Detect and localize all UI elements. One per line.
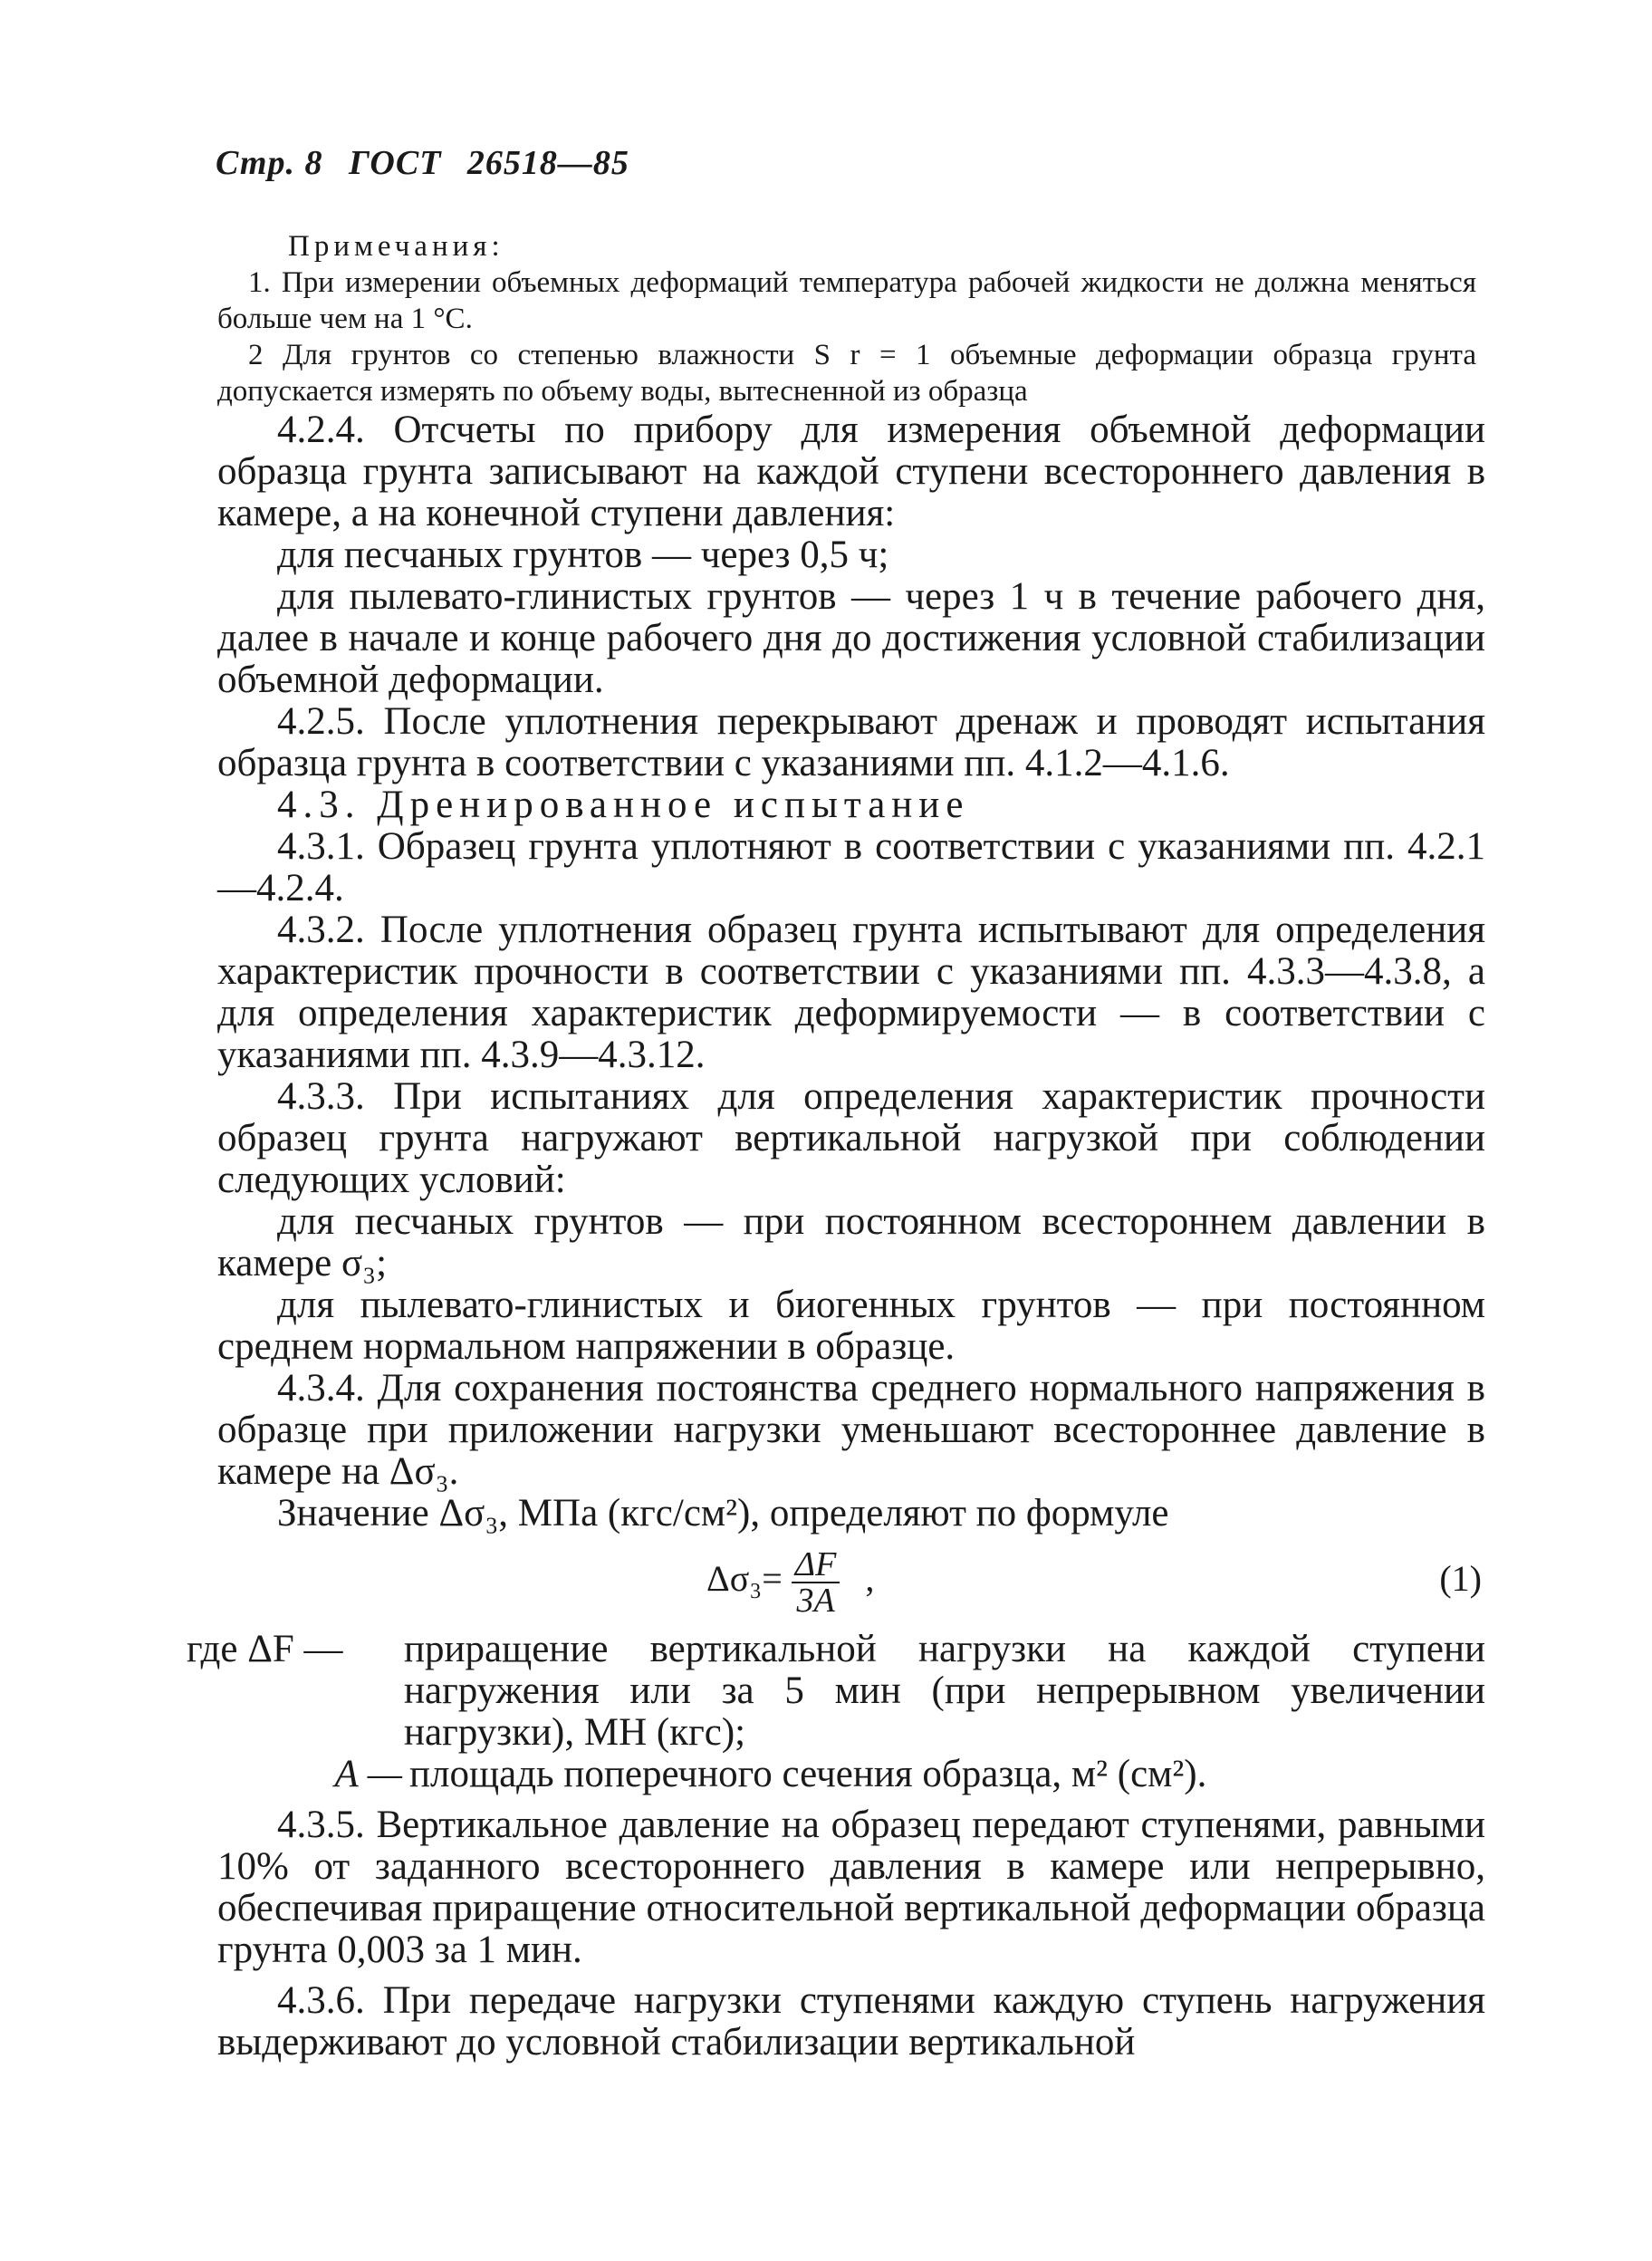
formula-definitions xyxy=(187,1628,1485,1795)
formula-numerator: ΔF xyxy=(792,1547,840,1583)
page-header xyxy=(216,143,646,183)
formula-lhs: Δσ₃= xyxy=(706,1558,783,1600)
note-item-1: 1. При измерении объемных деформаций температура рабочей жидкости не должна меняться больше чем на 1 °С. xyxy=(217,266,1476,335)
note-item-2: 2 Для грунтов со степенью влажности S r = 1 объемные деформации образца грунта допускается измерять по объему воды, вытесненной из образца xyxy=(217,339,1476,408)
paragraph-4-3-1: 4.3.1. Образец грунта уплотняют в соответствии с указаниями пп. 4.2.1—4.2.4. xyxy=(217,825,1485,909)
formula-comma: , xyxy=(865,1558,875,1600)
standard-number: 26518—85 xyxy=(466,144,629,182)
paragraph-4-3-4: 4.3.4. Для сохранения постоянства среднего нормального напряжения в образце при приложении нагрузки уменьшают всестороннее давление в камере на Δσ₃. xyxy=(217,1367,1485,1493)
formula-number: (1) xyxy=(1439,1558,1482,1599)
formula-denominator: 3A xyxy=(796,1582,835,1620)
formula-1 xyxy=(217,1542,1485,1629)
paragraph-4-3-3: 4.3.3. При испытаниях для определения характеристик прочности образец грунта нагружают вертикальной нагрузкой при соблюдении следующих условий: xyxy=(217,1075,1485,1201)
formula-fraction xyxy=(792,1547,840,1618)
paragraph-4-3-6: 4.3.6. При передаче нагрузки ступенями каждую ступень нагружения выдерживают до условной стабилизации вертикальной xyxy=(217,1979,1485,2064)
paragraph-4-3-3-b: для пылевато-глинистых и биогенных грунтов — при постоянном среднем нормальном напряжении в образце. xyxy=(217,1284,1485,1368)
page-number: Стр. 8 xyxy=(216,144,323,182)
paragraph-4-2-4: 4.2.4. Отсчеты по прибору для измерения объемной деформации образца грунта записывают на каждой ступени всестороннего давления в камере, а на конечной ступени давления: xyxy=(217,409,1485,534)
definition-2-text: площадь поперечного сечения образца, м² (см²). xyxy=(409,1753,1207,1795)
paragraph-4-3-3-a: для песчаных грунтов — при постоянном всестороннем давлении в камере σ₃; xyxy=(217,1200,1485,1284)
section-4-3-heading: 4.3. Дренированное испытание xyxy=(277,784,970,826)
definition-1-text: приращение вертикальной нагрузки на каждой ступени нагружения или за 5 мин (при непрерывном увеличении нагрузки), МН (кгс); xyxy=(404,1628,1485,1754)
paragraph-4-3-5: 4.3.5. Вертикальное давление на образец передают ступенями, равными 10% от заданного всестороннего давления в камере или непрерывно, обеспечивая приращение относительной вертикальной деформации образца грунта 0,003 за 1 мин. xyxy=(217,1804,1485,1971)
notes-title: Примечания: xyxy=(288,230,504,263)
standard-label: ГОСТ xyxy=(348,144,442,182)
paragraph-4-3-2: 4.3.2. После уплотнения образец грунта испытывают для определения характеристик прочности в соответствии с указаниями пп. 4.3.3—4.3.8, а для определения характеристик деформируемости — в соответствии с указаниями пп. 4.3.9—4.3.12. xyxy=(217,909,1485,1076)
paragraph-4-3-4-b: Значение Δσ₃, МПа (кгс/см²), определяют по формуле xyxy=(277,1492,1169,1535)
definition-1-symbol: где ΔF — xyxy=(187,1628,343,1670)
main-text xyxy=(187,409,1485,2064)
definition-2-symbol: A — xyxy=(334,1753,402,1795)
paragraph-4-2-4-a: для песчаных грунтов — через 0,5 ч; xyxy=(277,534,889,576)
paragraph-4-2-5: 4.2.5. После уплотнения перекрывают дренаж и проводят испытания образца грунта в соответствии с указаниями пп. 4.1.2—4.1.6. xyxy=(217,700,1485,784)
notes-block xyxy=(217,228,1476,409)
paragraph-4-2-4-b: для пылевато-глинистых грунтов — через 1 ч в течение рабочего дня, далее в начале и конце рабочего дня до достижения условной стабилизации объемной деформации. xyxy=(217,575,1485,701)
